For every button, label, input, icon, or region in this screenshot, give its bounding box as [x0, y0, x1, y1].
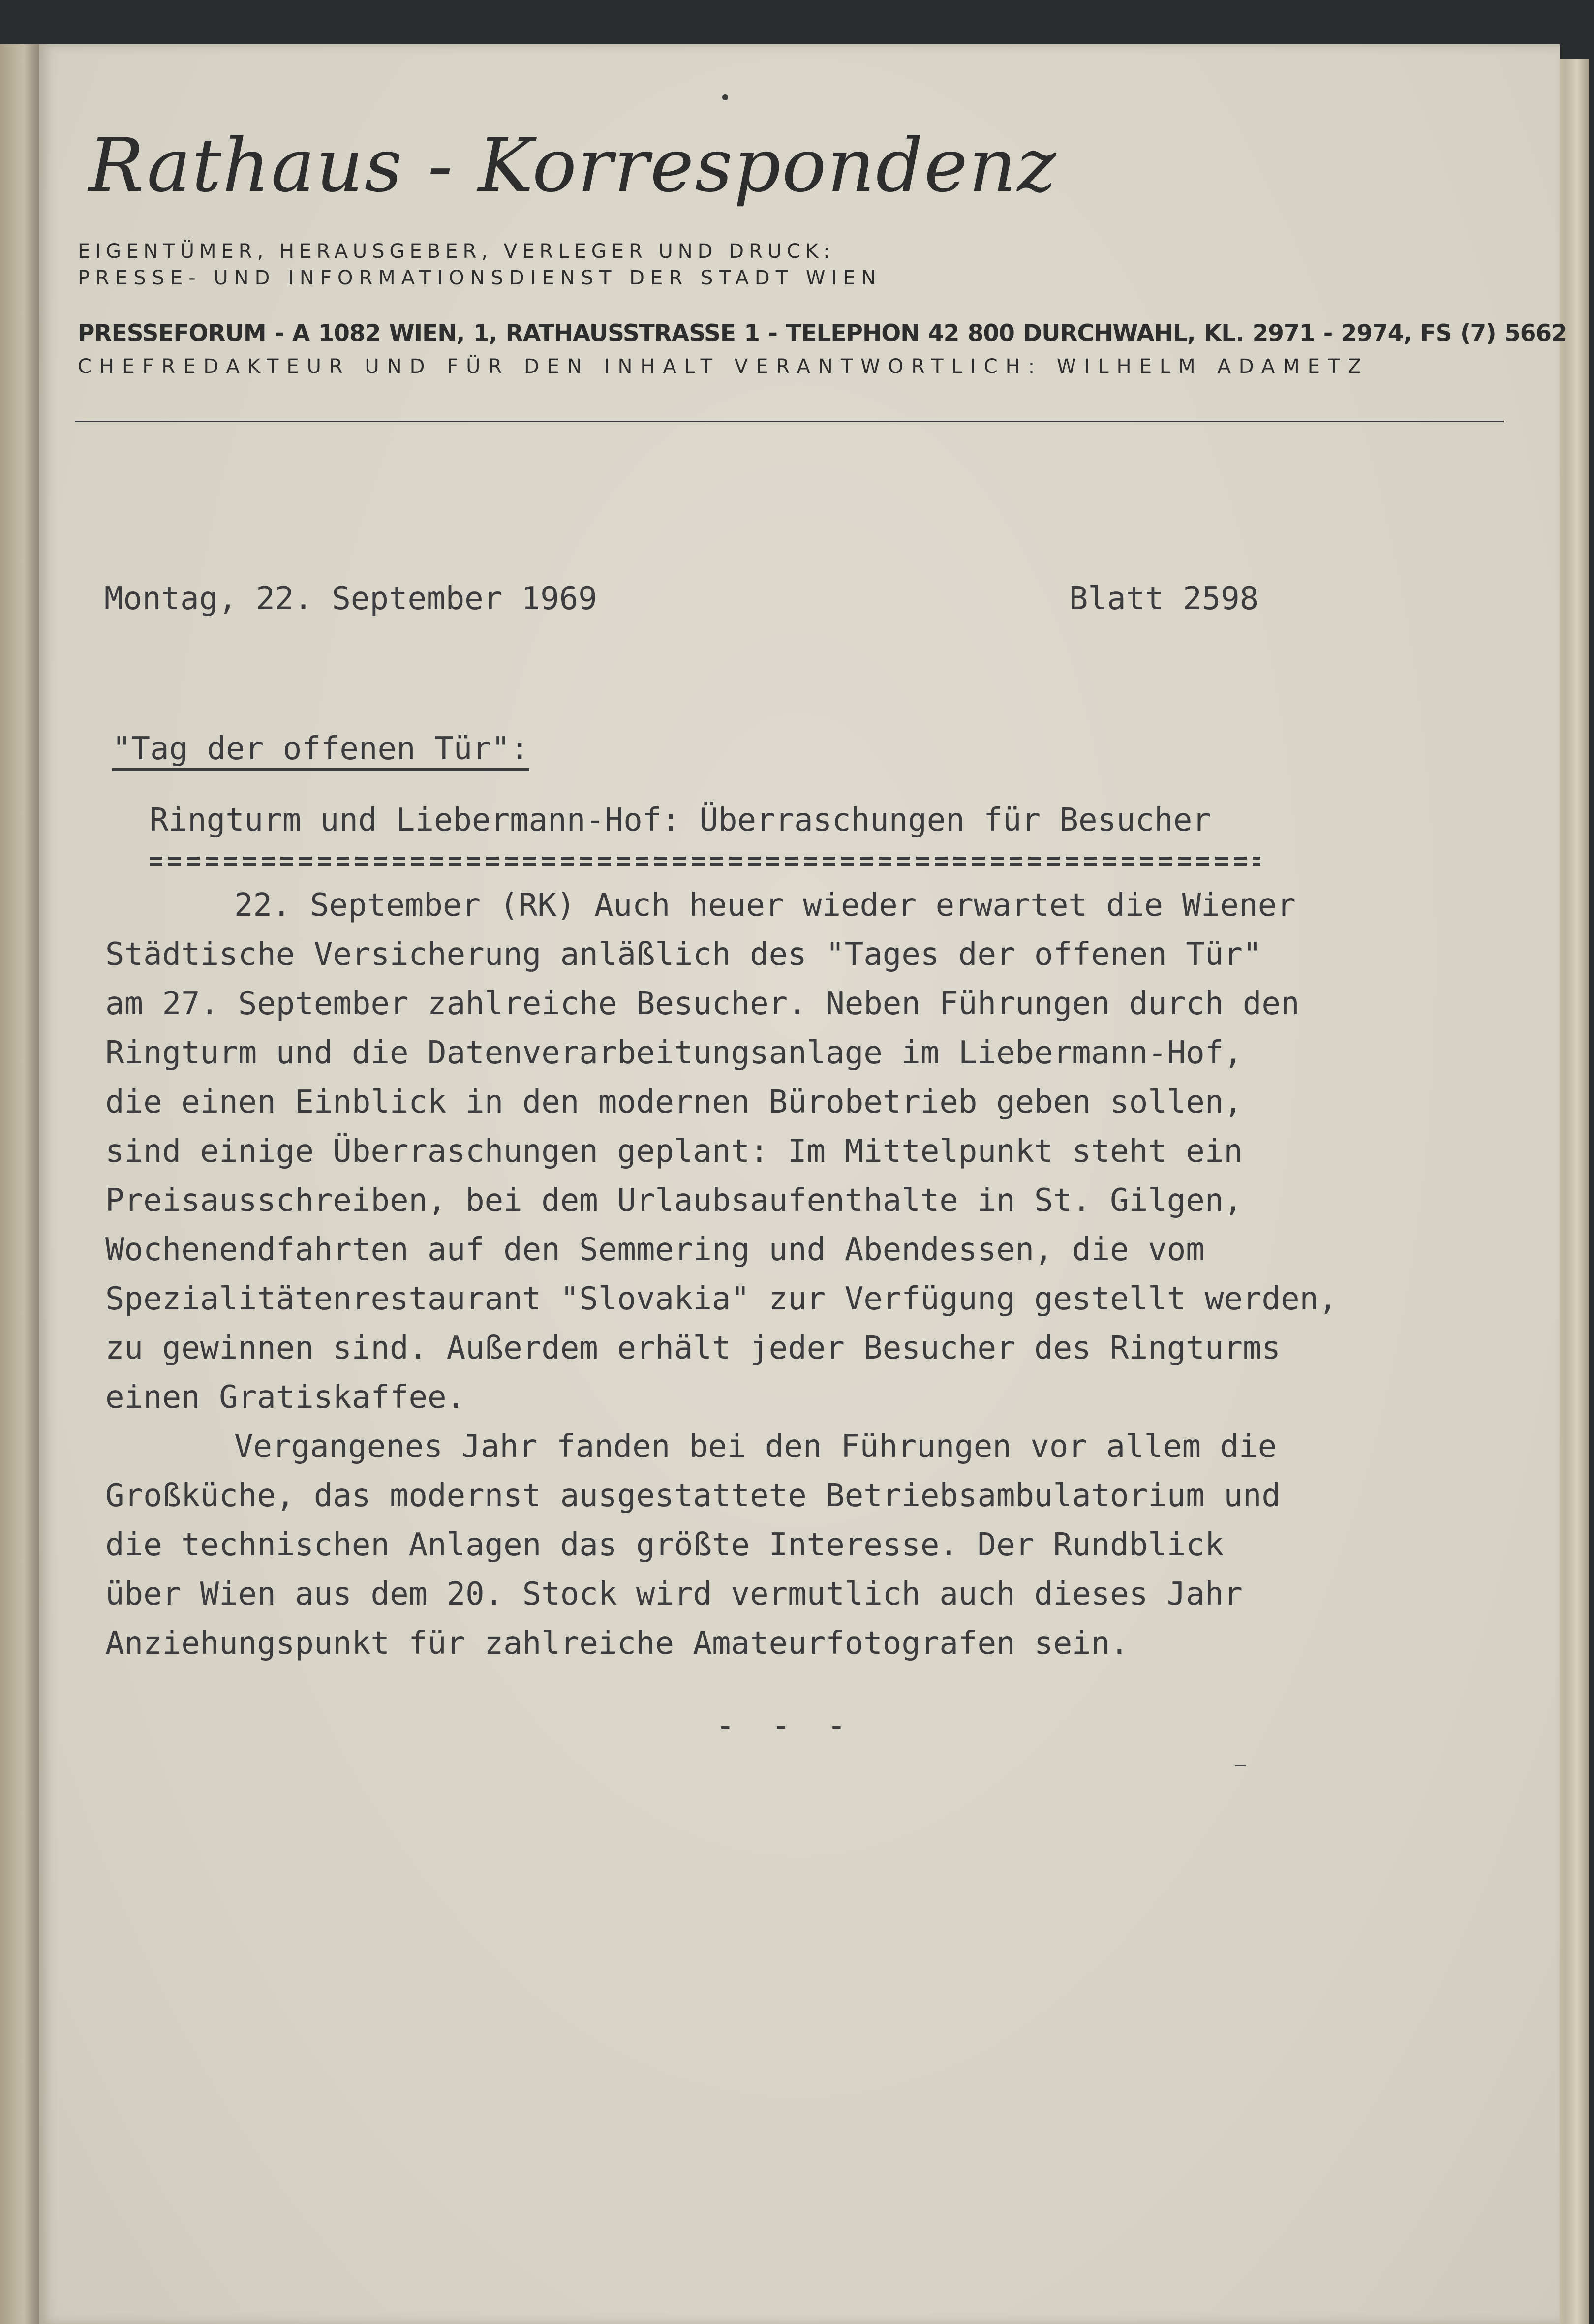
stray-mark	[1235, 1765, 1246, 1766]
body-line: 22. September (RK) Auch heuer wieder erwartet die Wiener	[234, 887, 1296, 924]
masthead-divider	[75, 421, 1504, 422]
body-line: über Wien aus dem 20. Stock wird vermutlich auch dieses Jahr	[105, 1576, 1243, 1612]
masthead-title: Rathaus - Korrespondenz	[89, 123, 1057, 209]
body-line: Wochenendfahrten auf den Semmering und Abendessen, die vom	[105, 1232, 1205, 1268]
masthead-service-line: PRESSE- UND INFORMATIONSDIENST DER STADT WIEN	[78, 267, 882, 289]
document-page	[39, 44, 1567, 2324]
body-line: Ringturm und die Datenverarbeitungsanlage im Liebermann-Hof,	[105, 1035, 1243, 1071]
body-line: die einen Einblick in den modernen Bürobetrieb geben sollen,	[105, 1084, 1243, 1120]
headline-double-underline	[150, 854, 1260, 866]
issue-date: Montag, 22. September 1969	[104, 581, 597, 617]
article-body	[105, 881, 1507, 1668]
body-line: Städtische Versicherung anläßlich des "Tages der offenen Tür"	[105, 936, 1262, 973]
body-line: Großküche, das modernst ausgestattete Betriebsambulatorium und	[105, 1478, 1281, 1514]
sheet-number: Blatt 2598	[1069, 581, 1259, 617]
punch-mark	[722, 94, 728, 100]
masthead-owner-line: EIGENTÜMER, HERAUSGEBER, VERLEGER UND DRUCK:	[78, 240, 835, 263]
end-mark: - - -	[716, 1707, 855, 1744]
body-line: Vergangenes Jahr fanden bei den Führungen vor allem die	[234, 1428, 1277, 1465]
body-line: Preisausschreiben, bei dem Urlaubsaufenthalte in St. Gilgen,	[105, 1182, 1243, 1219]
facing-page-edge	[0, 44, 39, 2324]
body-line: Anziehungspunkt für zahlreiche Amateurfotografen sein.	[105, 1625, 1129, 1662]
body-line: zu gewinnen sind. Außerdem erhält jeder Besucher des Ringturms	[105, 1330, 1281, 1366]
body-line: Spezialitätenrestaurant "Slovakia" zur Verfügung gestellt werden,	[105, 1281, 1338, 1317]
body-line: die technischen Anlagen das größte Interesse. Der Rundblick	[105, 1527, 1224, 1563]
body-line: am 27. September zahlreiche Besucher. Neben Führungen durch den	[105, 986, 1300, 1022]
masthead-address-line: PRESSEFORUM - A 1082 WIEN, 1, RATHAUSSTRASSE 1 - TELEPHON 42 800 DURCHWAHL, KL. 2971 - 2974, FS (7) 5662	[78, 320, 1567, 347]
body-line: einen Gratiskaffee.	[105, 1379, 466, 1416]
article-headline: Ringturm und Liebermann-Hof: Überraschungen für Besucher	[150, 802, 1211, 838]
masthead-editor-line: CHEFREDAKTEUR UND FÜR DEN INHALT VERANTWORTLICH: WILHELM ADAMETZ	[78, 355, 1369, 378]
body-line: sind einige Überraschungen geplant: Im Mittelpunkt steht ein	[105, 1133, 1243, 1170]
article-kicker: "Tag der offenen Tür":	[112, 731, 529, 771]
